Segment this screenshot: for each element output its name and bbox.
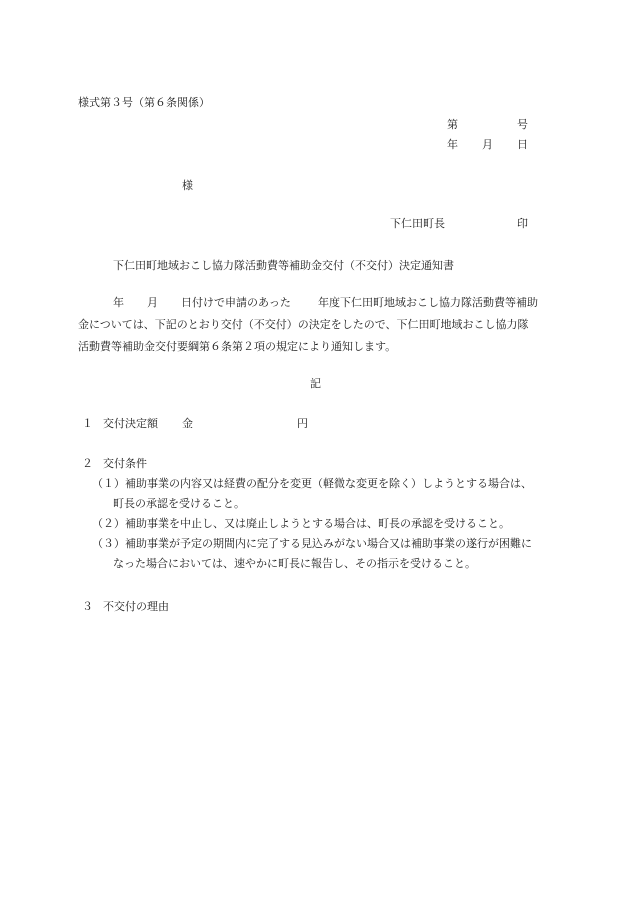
document-title: 下仁田町地域おこし協力隊活動費等補助金交付（不交付）決定通知書 [113, 259, 454, 272]
condition-3-line-2: なった場合においては、速やかに町長に報告し、その指示を受けること。 [113, 557, 476, 570]
ki-heading: 記 [310, 377, 321, 390]
sender-name: 下仁田町長 [390, 217, 445, 230]
recipient-honorific: 様 [182, 179, 193, 192]
amount-yen: 円 [297, 417, 308, 430]
section-3-label: 不交付の理由 [103, 600, 169, 613]
body-line-3: 活動費等補助金交付要綱第６条第２項の規定により通知します。 [78, 340, 397, 353]
date-month: 月 [482, 138, 493, 151]
section-1-label: 交付決定額 [103, 417, 158, 430]
section-2-label: 交付条件 [103, 457, 147, 470]
condition-1-line-1: （１）補助事業の内容又は経費の配分を変更（軽微な変更を除く）しようとする場合は、 [92, 477, 532, 490]
form-number: 様式第３号（第６条関係） [78, 96, 210, 109]
body-line-2: 金については、下記のとおり交付（不交付）の決定をしたので、下仁田町地域おこし協力隊 [78, 318, 529, 331]
body-year: 年 [113, 296, 124, 309]
body-date-text: 日付けで申請のあった [181, 296, 291, 309]
body-fiscal-text: 年度下仁田町地域おこし協力隊活動費等補助 [318, 296, 538, 309]
date-day: 日 [517, 138, 528, 151]
number-prefix: 第 [447, 118, 458, 131]
section-1-number: １ [82, 417, 93, 430]
amount-kin: 金 [182, 417, 193, 430]
number-suffix: 号 [517, 118, 528, 131]
body-month: 月 [147, 296, 158, 309]
section-2-number: ２ [82, 457, 93, 470]
condition-2: （２）補助事業を中止し、又は廃止しようとする場合は、町長の承認を受けること。 [92, 517, 510, 530]
condition-1-line-2: 町長の承認を受けること。 [113, 497, 245, 510]
seal-mark: 印 [517, 217, 528, 230]
condition-3-line-1: （３）補助事業が予定の期間内に完了する見込みがない場合又は補助事業の遂行が困難に [92, 537, 532, 550]
date-year: 年 [447, 138, 458, 151]
section-3-number: ３ [82, 600, 93, 613]
